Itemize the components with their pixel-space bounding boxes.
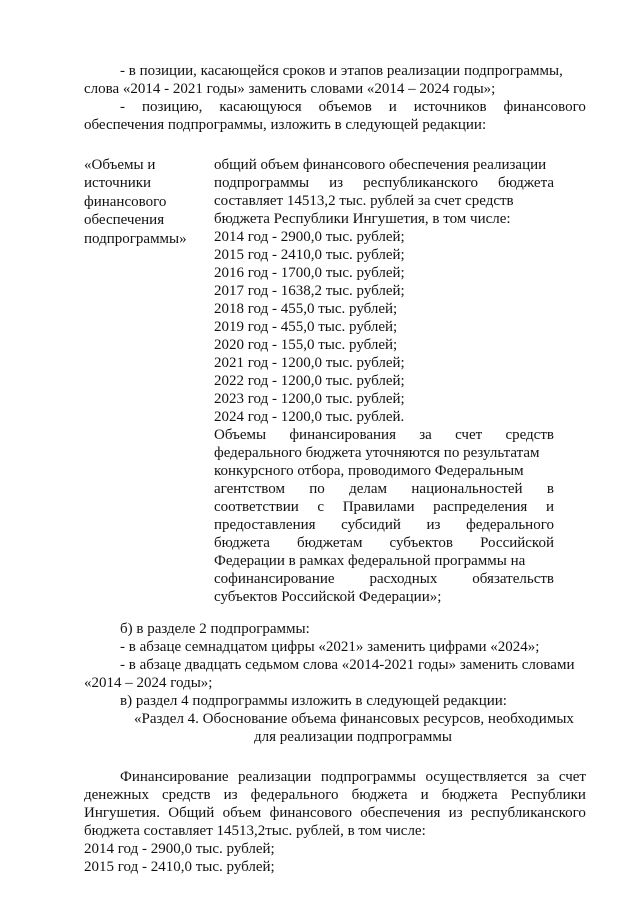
note-line: субъектов Российской Федерации»; (214, 589, 442, 605)
word: бюджета (351, 787, 408, 803)
financing-year-line: 2014 год - 2900,0 тыс. рублей; (84, 841, 275, 857)
word: реализации (238, 769, 312, 785)
year-line: 2019 год - 455,0 тыс. рублей; (214, 319, 398, 335)
word: и (420, 787, 429, 803)
word: объемов (318, 99, 372, 115)
note-line (214, 426, 554, 444)
year-line: 2017 год - 1638,2 тыс. рублей; (214, 283, 405, 299)
word: обязательств (472, 571, 554, 587)
word: из (223, 787, 238, 803)
year-line: 2015 год - 2410,0 тыс. рублей; (214, 247, 405, 263)
word: софинансирование (214, 571, 335, 587)
year-line: 2024 год - 1200,0 тыс. рублей. (214, 409, 405, 425)
word: бюджета (498, 175, 554, 191)
financing-line-1 (120, 768, 586, 786)
label-line: источники (84, 175, 152, 192)
financing-line-2 (84, 786, 586, 804)
note-line (214, 498, 554, 516)
intro-line-1: - в позиции, касающейся сроков и этапов реализации подпрограммы, (120, 63, 563, 79)
word: делам (349, 481, 388, 497)
financing-line-3 (84, 804, 586, 822)
section-v-line: в) раздел 4 подпрограммы изложить в следующей редакции: (120, 693, 507, 709)
year-line: 2016 год - 1700,0 тыс. рублей; (214, 265, 405, 281)
word: Общий (168, 805, 215, 821)
intro-line-3 (120, 98, 586, 116)
note-line: Федерации в рамках федеральной программы на (214, 553, 526, 569)
note-line: федерального бюджета уточняются по результатам (214, 445, 540, 461)
word: бюджета (214, 535, 270, 551)
year-line: 2023 год - 1200,0 тыс. рублей; (214, 391, 405, 407)
note-line (214, 534, 554, 552)
word: бюджета (441, 787, 498, 803)
word: расходных (369, 571, 438, 587)
label-line: подпрограммы» (84, 230, 187, 247)
word: источников (413, 99, 487, 115)
financing-line-4: бюджета составляет 14513,2тыс. рублей, в том числе: (84, 823, 426, 839)
year-line: 2020 год - 155,0 тыс. рублей; (214, 337, 398, 353)
word: подпрограммы (320, 769, 416, 785)
word: за (536, 769, 550, 785)
word: Финансирование (120, 769, 229, 785)
word: предоставления (214, 517, 316, 533)
word: счет (455, 427, 483, 443)
word: федерального (466, 517, 554, 533)
desc-line-2 (214, 174, 554, 192)
note-line (214, 516, 554, 534)
note-line (214, 480, 554, 498)
year-line: 2018 год - 455,0 тыс. рублей; (214, 301, 398, 317)
year-line: 2021 год - 1200,0 тыс. рублей; (214, 355, 405, 371)
word: по (309, 481, 325, 497)
section-b-line: б) в разделе 2 подпрограммы: (120, 621, 310, 637)
word: обеспечения (360, 805, 441, 821)
word: позицию, (141, 99, 203, 115)
word: из (329, 175, 344, 191)
desc-line-3: составляет 14513,2 тыс. рублей за счет средств (214, 193, 514, 209)
intro-line-2: слова «2014 - 2021 годы» заменить словами «2014 – 2024 годы»; (84, 81, 496, 97)
word: в (546, 481, 554, 497)
intro-line-4: обеспечения подпрограммы, изложить в следующей редакции: (84, 117, 487, 133)
word: финансового (503, 99, 586, 115)
word: соответствии (214, 499, 299, 515)
word: агентством (214, 481, 285, 497)
word: Российской (480, 535, 554, 551)
word: за (419, 427, 432, 443)
word: из (448, 805, 463, 821)
word: республиканского (470, 805, 586, 821)
word: субъектов (389, 535, 453, 551)
desc-line-1: общий объем финансового обеспечения реализации (214, 157, 547, 173)
word: финансирования (289, 427, 396, 443)
label-line: обеспечения (84, 212, 165, 229)
word: Ингушетия. (84, 805, 160, 821)
section-heading-line-1: «Раздел 4. Обоснование объема финансовых ресурсов, необходимых (134, 711, 574, 727)
section-b-item-2-cont: «2014 – 2024 годы»; (84, 675, 213, 691)
word: национальностей (411, 481, 523, 497)
year-line: 2014 год - 2900,0 тыс. рублей; (214, 229, 405, 245)
section-b-item-1: - в абзаце семнадцатом цифры «2021» заменить цифрами «2024»; (120, 639, 540, 655)
word: распределения (433, 499, 528, 515)
word: счет (558, 769, 586, 785)
section-b-item-2: - в абзаце двадцать седьмом слова «2014-2021 годы» заменить словами (120, 657, 575, 673)
section-heading-line-2: для реализации подпрограммы (254, 729, 452, 745)
word: республиканского (363, 175, 479, 191)
word: федерального (250, 787, 339, 803)
word: касающуюся (219, 99, 302, 115)
word: средств (505, 427, 554, 443)
word: объем (222, 805, 262, 821)
word: - (120, 99, 125, 115)
note-line (214, 570, 554, 588)
word: финансового (269, 805, 352, 821)
word: Республики (510, 787, 586, 803)
note-line: конкурсного отбора, проводимого Федеральным (214, 463, 524, 479)
label-line: финансового (84, 193, 167, 210)
label-line: «Объемы и (84, 157, 156, 173)
word: Правилами (342, 499, 415, 515)
word: субсидий (341, 517, 401, 533)
word: и (388, 99, 397, 115)
word: денежных (84, 787, 149, 803)
word: из (426, 517, 441, 533)
word: и (545, 499, 554, 515)
passport-label (84, 156, 204, 248)
word: средств (162, 787, 211, 803)
desc-line-4: бюджета Республики Ингушетия, в том числе: (214, 211, 511, 227)
year-line: 2022 год - 1200,0 тыс. рублей; (214, 373, 405, 389)
word: осуществляется (425, 769, 528, 785)
word: подпрограммы (214, 175, 310, 191)
word: Объемы (214, 427, 267, 443)
word: с (317, 499, 325, 515)
financing-year-line: 2015 год - 2410,0 тыс. рублей; (84, 859, 275, 875)
word: бюджетам (297, 535, 363, 551)
